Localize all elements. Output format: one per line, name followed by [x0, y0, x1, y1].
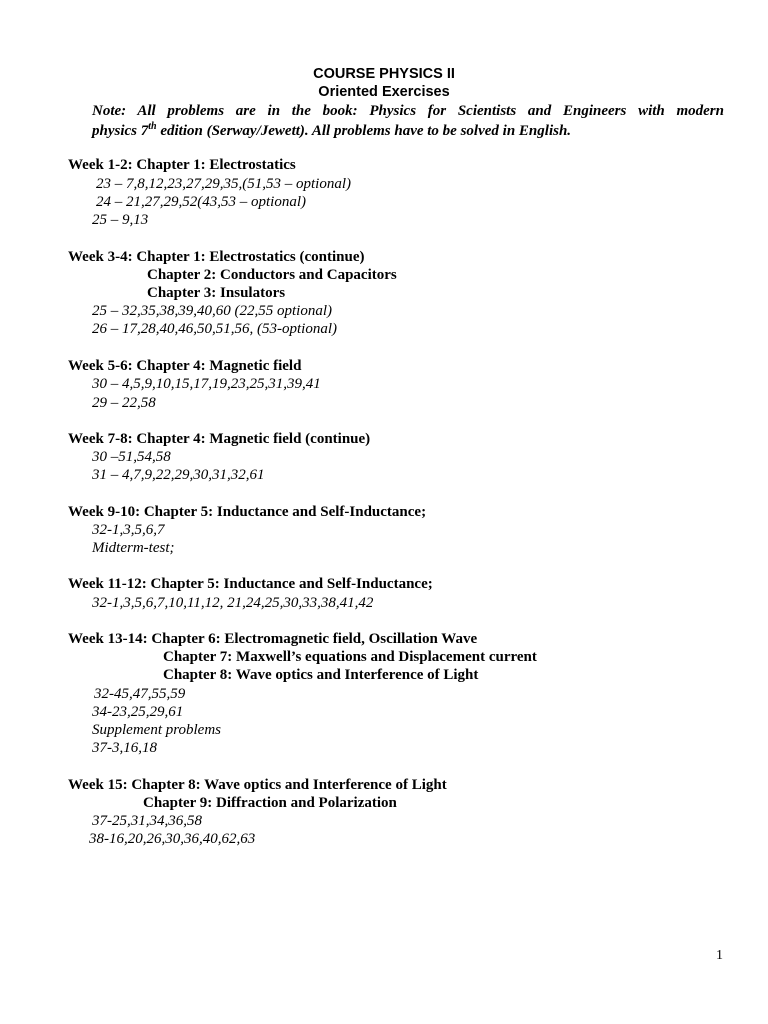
note-line-2-start: physics 7: [92, 123, 149, 139]
page-number: 1: [716, 948, 723, 963]
note-line-1: Note: All problems are in the book: Physics for Scientists and Engineers with modern: [92, 103, 724, 119]
week-9-10-item: Midterm-test;: [92, 540, 175, 556]
note-line-2: [92, 121, 724, 141]
week-1-2-item: 23 – 7,8,12,23,27,29,35,(51,53 – optional): [96, 176, 351, 192]
week-3-4-chapter: Chapter 2: Conductors and Capacitors: [147, 267, 397, 283]
week-7-8-item: 30 –51,54,58: [92, 449, 171, 465]
week-1-2-item: 24 – 21,27,29,52(43,53 – optional): [96, 194, 306, 210]
week-1-2-item: 25 – 9,13: [92, 212, 149, 228]
note-paragraph: [92, 101, 724, 141]
week-9-10-item: 32-1,3,5,6,7: [92, 522, 165, 538]
note-line-2-end: edition (Serway/Jewett). All problems have to be solved in English.: [156, 123, 572, 139]
week-13-14-item: 37-3,16,18: [92, 740, 157, 756]
week-9-10-heading: Week 9-10: Chapter 5: Inductance and Self-Inductance;: [68, 504, 427, 520]
week-5-6-item: 29 – 22,58: [92, 395, 156, 411]
page-subtitle: Oriented Exercises: [318, 84, 450, 100]
week-13-14-chapter: Chapter 8: Wave optics and Interference of Light: [163, 667, 479, 683]
note-superscript: th: [148, 121, 157, 132]
week-15-heading: Week 15: Chapter 8: Wave optics and Interference of Light: [68, 777, 447, 793]
page-title: COURSE PHYSICS II: [313, 66, 455, 82]
week-13-14-chapter: Chapter 7: Maxwell’s equations and Displacement current: [163, 649, 537, 665]
week-13-14-item: 32-45,47,55,59: [94, 686, 186, 702]
week-1-2-heading: Week 1-2: Chapter 1: Electrostatics: [68, 157, 296, 173]
week-13-14-item: 34-23,25,29,61: [92, 704, 184, 720]
week-7-8-heading: Week 7-8: Chapter 4: Magnetic field (continue): [68, 431, 371, 447]
week-3-4-chapter: Chapter 3: Insulators: [147, 285, 286, 301]
week-11-12-heading: Week 11-12: Chapter 5: Inductance and Self-Inductance;: [68, 576, 433, 592]
week-15-item: 38-16,20,26,30,36,40,62,63: [89, 831, 256, 847]
week-3-4-heading: Week 3-4: Chapter 1: Electrostatics (continue): [68, 249, 365, 265]
week-13-14-item: Supplement problems: [92, 722, 222, 738]
week-3-4-item: 25 – 32,35,38,39,40,60 (22,55 optional): [92, 303, 332, 319]
week-5-6-heading: Week 5-6: Chapter 4: Magnetic field: [68, 358, 302, 374]
week-11-12-item: 32-1,3,5,6,7,10,11,12, 21,24,25,30,33,38,41,42: [92, 595, 374, 611]
week-7-8-item: 31 – 4,7,9,22,29,30,31,32,61: [92, 467, 265, 483]
week-13-14-heading: Week 13-14: Chapter 6: Electromagnetic field, Oscillation Wave: [68, 631, 478, 647]
week-5-6-item: 30 – 4,5,9,10,15,17,19,23,25,31,39,41: [92, 376, 321, 392]
week-3-4-item: 26 – 17,28,40,46,50,51,56, (53-optional): [92, 321, 337, 337]
week-15-chapter: Chapter 9: Diffraction and Polarization: [143, 795, 397, 811]
week-15-item: 37-25,31,34,36,58: [92, 813, 202, 829]
